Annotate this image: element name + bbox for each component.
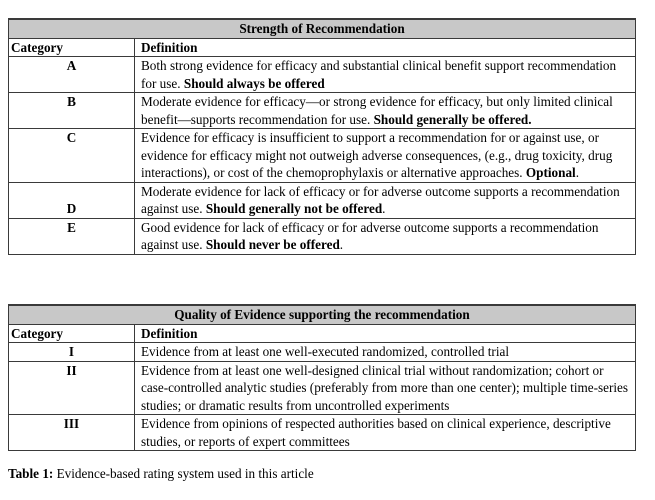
table-row	[9, 343, 636, 362]
definition-recommendation: Should generally be offered.	[373, 111, 532, 127]
definition-cell: Evidence from at least one well-designed clinical trial without randomization; cohort or case-controlled analytic studies (preferably from more than one center); multiple time-series studies; or dramatic results from uncontrolled experiments	[135, 361, 636, 415]
definition-cell	[135, 182, 636, 218]
strength-header-definition: Definition	[135, 38, 636, 57]
category-cell: III	[9, 415, 135, 451]
table-row	[9, 129, 636, 183]
definition-text: Good evidence for lack of efficacy or for adverse outcome supports a recommendation against use.	[141, 219, 599, 252]
definition-text: Moderate evidence for lack of efficacy or for adverse outcome supports a recommendation against use.	[141, 183, 620, 216]
definition-cell: Evidence from at least one well-executed randomized, controlled trial	[135, 343, 636, 362]
caption-label: Table 1:	[8, 466, 54, 481]
definition-cell	[135, 129, 636, 183]
definition-tail: .	[339, 237, 344, 252]
definition-recommendation: Should never be offered	[205, 237, 340, 252]
quality-of-evidence-table	[8, 304, 636, 451]
strength-header-category: Category	[9, 38, 135, 57]
definition-cell: Evidence from opinions of respected authorities based on clinical experience, descriptive studies, or reports of expert committees	[135, 415, 636, 451]
category-cell: II	[9, 361, 135, 415]
definition-recommendation: Should generally not be offered	[205, 201, 383, 216]
definition-recommendation: Should always be offered	[183, 75, 325, 91]
definition-text: Evidence for efficacy is insufficient to support a recommendation for or against use, or evidence for efficacy might not outweigh adverse consequences, (e.g., drug toxicity, drug interactions), or cost of the chemoprophylaxis or alternative approaches.	[141, 130, 613, 180]
definition-text: Moderate evidence for efficacy—or strong evidence for efficacy, but only limited clinical benefit—supports recommendation for use.	[141, 94, 613, 127]
caption-text: Evidence-based rating system used in this article	[53, 466, 314, 481]
table-row	[9, 218, 636, 254]
quality-table-title: Quality of Evidence supporting the recommendation	[9, 305, 636, 324]
table-row	[9, 361, 636, 415]
strength-table-title: Strength of Recommendation	[9, 19, 636, 38]
definition-recommendation: Optional	[525, 165, 576, 180]
category-cell: C	[9, 129, 135, 183]
definition-cell	[135, 93, 636, 129]
quality-header-category: Category	[9, 324, 135, 343]
quality-header-definition: Definition	[135, 324, 636, 343]
table-row	[9, 57, 636, 93]
table-row	[9, 182, 636, 218]
category-cell: I	[9, 343, 135, 362]
table-row	[9, 415, 636, 451]
definition-cell	[135, 57, 636, 93]
category-cell: D	[9, 182, 135, 218]
definition-tail: .	[382, 201, 386, 216]
table-caption	[8, 465, 314, 482]
definition-tail: .	[575, 165, 580, 180]
strength-of-recommendation-table	[8, 18, 636, 255]
definition-text: Both strong evidence for efficacy and substantial clinical benefit support recommendation for use.	[141, 58, 617, 91]
category-cell: B	[9, 93, 135, 129]
category-cell: A	[9, 57, 135, 93]
definition-cell	[135, 218, 636, 254]
category-cell: E	[9, 218, 135, 254]
table-row	[9, 93, 636, 129]
